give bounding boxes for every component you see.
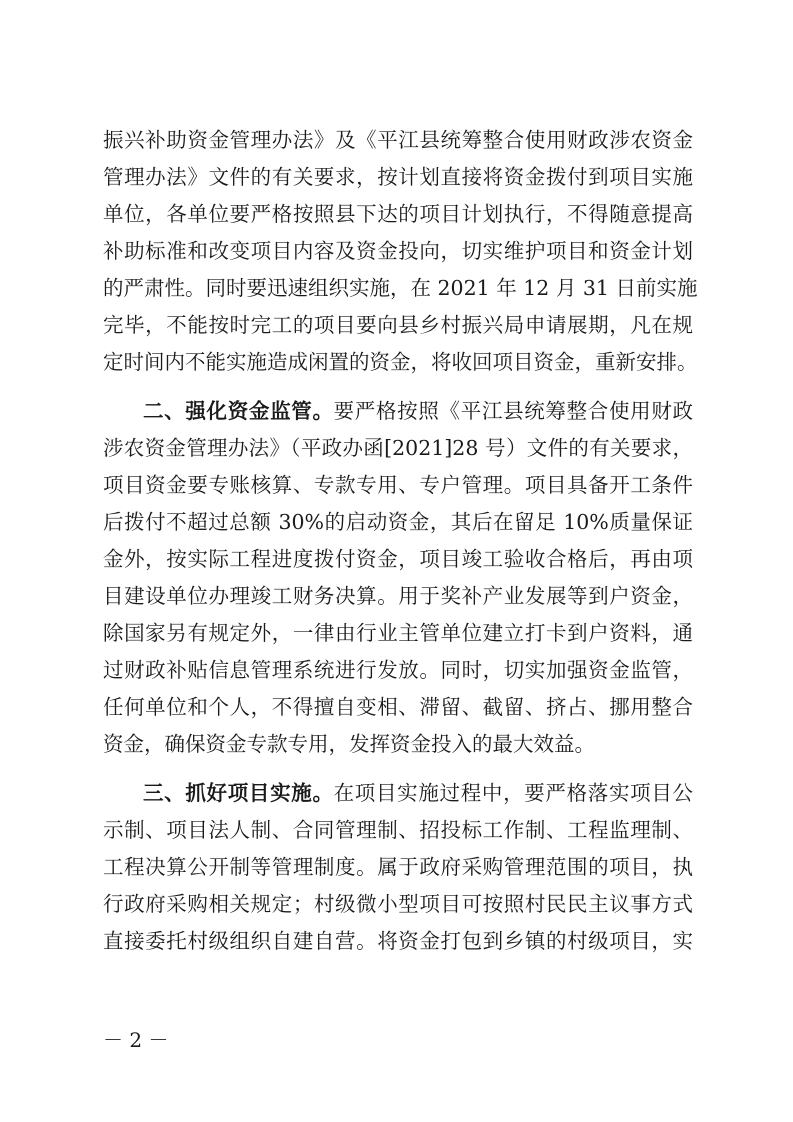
- text-line: 目建设单位办理竣工财务决算。用于奖补产业发展等到户资金，: [103, 584, 693, 608]
- section-heading-3: 三、抓好项目实施。: [143, 781, 334, 805]
- text-line: 项目资金要专账核算、专款专用、专户管理。项目具备开工条件: [103, 473, 693, 497]
- text-line: 工程决算公开制等管理制度。属于政府采购管理范围的项目，执: [103, 855, 693, 879]
- text-line: 除国家另有规定外，一律由行业主管单位建立打卡到户资料，通: [103, 621, 693, 645]
- text-line: 振兴补助资金管理办法》及《平江县统筹整合使用财政涉农资金: [103, 128, 693, 152]
- page-number: － 2 －: [103, 1028, 169, 1052]
- text-line: 补助标准和改变项目内容及资金投向，切实维护项目和资金计划: [103, 239, 693, 263]
- text-line: 示制、项目法人制、合同管理制、招投标工作制、工程监理制、: [103, 818, 693, 842]
- text-line: 单位，各单位要严格按照县下达的项目计划执行，不得随意提高: [103, 202, 693, 226]
- text-line: 后拨付不超过总额 30%的启动资金，其后在留足 10%质量保证: [103, 510, 693, 534]
- text-line: 的严肃性。同时要迅速组织实施，在 2021 年 12 月 31 日前实施: [103, 276, 698, 300]
- text-line: 资金，确保资金专款专用，发挥资金投入的最大效益。: [103, 732, 595, 756]
- text-line: 定时间内不能实施造成闲置的资金，将收回项目资金，重新安排。: [103, 350, 698, 374]
- text-run: 要严格按照《平江县统筹整合使用财政: [333, 399, 694, 423]
- text-line: 行政府采购相关规定；村级微小型项目可按照村民民主议事方式: [103, 892, 693, 916]
- section-first-line: [143, 398, 693, 424]
- text-line: 直接委托村级组织自建自营。将资金打包到乡镇的村级项目，实: [103, 929, 693, 953]
- text-line: 金外，按实际工程进度拨付资金，项目竣工验收合格后，再由项: [103, 547, 693, 571]
- text-line: 任何单位和个人，不得擅自变相、滞留、截留、挤占、挪用整合: [103, 695, 693, 719]
- text-line: 涉农资金管理办法》（平政办函[2021]28 号）文件的有关要求，: [103, 436, 693, 460]
- text-line: 过财政补贴信息管理系统进行发放。同时，切实加强资金监管，: [103, 658, 693, 682]
- section-first-line: [143, 780, 693, 806]
- text-line: 完毕，不能按时完工的项目要向县乡村振兴局申请展期，凡在规: [103, 313, 693, 337]
- text-line: 管理办法》文件的有关要求，按计划直接将资金拨付到项目实施: [103, 165, 693, 189]
- section-heading-2: 二、强化资金监管。: [143, 399, 334, 423]
- text-run: 在项目实施过程中，要严格落实项目公: [333, 781, 694, 805]
